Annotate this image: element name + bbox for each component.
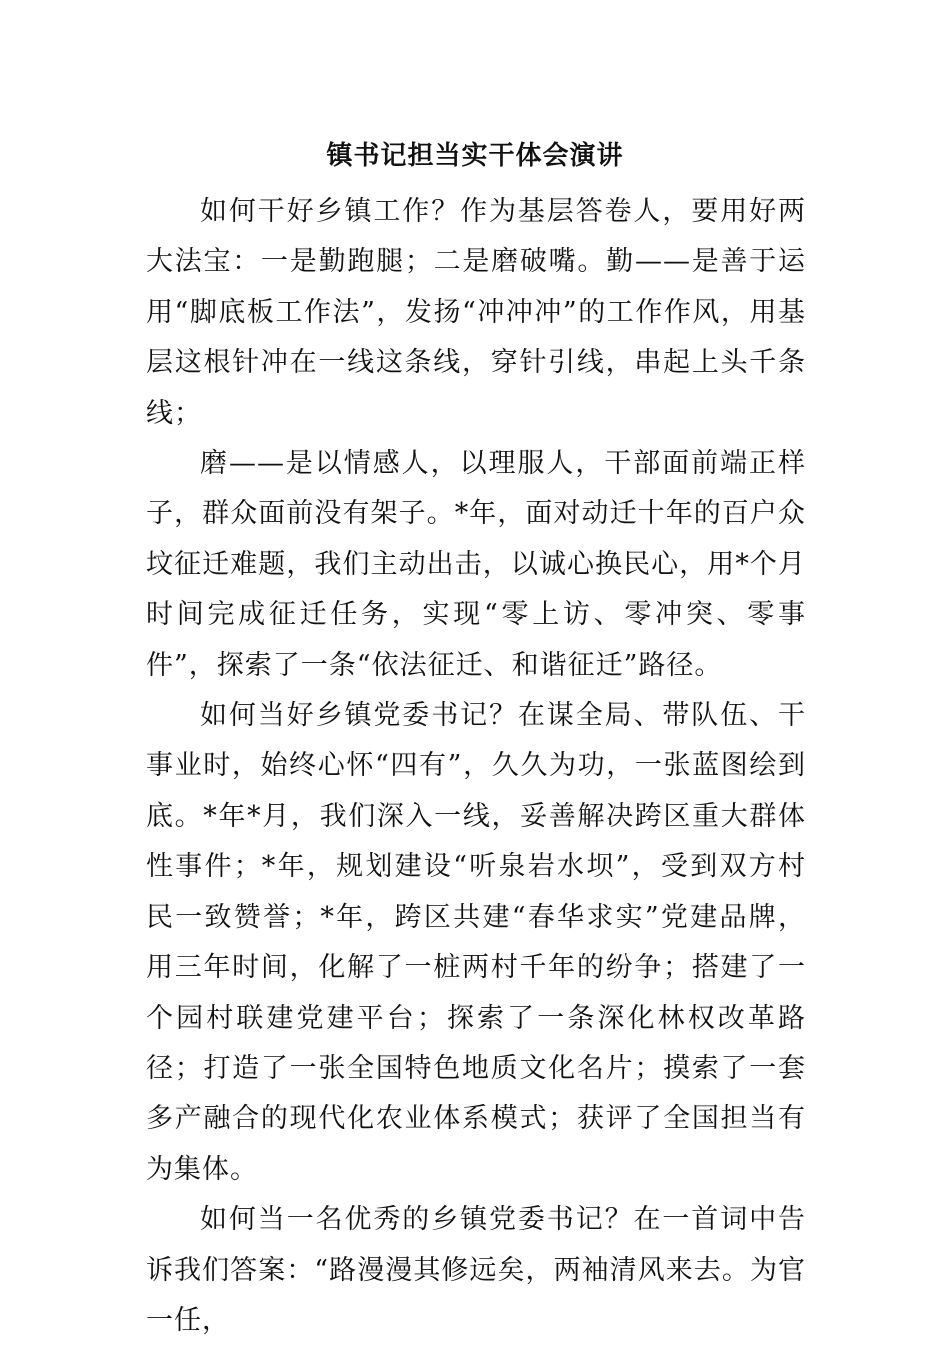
paragraph-1: 如何干好乡镇工作？作为基层答卷人，要用好两大法宝：一是勤跑腿；二是磨破嘴。勤——是善于运用“脚底板工作法”，发扬“冲冲冲”的工作作风，用基层这根针冲在一线这条线，穿针引线，串起上头千条线； — [146, 196, 806, 429]
document-body — [146, 187, 806, 1346]
document-title: 镇书记担当实干体会演讲 — [326, 141, 624, 171]
paragraph-4: 如何当一名优秀的乡镇党委书记？在一首词中告诉我们答案：“路漫漫其修远矣，两袖清风来去。为官一任， — [146, 1204, 806, 1336]
paragraph-3: 如何当好乡镇党委书记？在谋全局、带队伍、干事业时，始终心怀“四有”，久久为功，一张蓝图绘到底。*年*月，我们深入一线，妥善解决跨区重大群体性事件；*年，规划建设“听泉岩水坝”，受到双方村民一致赞誉；*年，跨区共建“春华求实”党建品牌，用三年时间，化解了一桩两村千年的纷争；搭建了一个园村联建党建平台；探索了一条深化林权改革路径；打造了一张全国特色地质文化名片；摸索了一套多产融合的现代化农业体系模式；获评了全国担当有为集体。 — [146, 700, 806, 1185]
paragraph-2: 磨——是以情感人，以理服人，干部面前端正样子，群众面前没有架子。*年，面对动迁十年的百户众坟征迁难题，我们主动出击，以诚心换民心，用*个月时间完成征迁任务，实现“零上访、零冲突、零事件”，探索了一条“依法征迁、和谐征迁”路径。 — [146, 448, 806, 681]
